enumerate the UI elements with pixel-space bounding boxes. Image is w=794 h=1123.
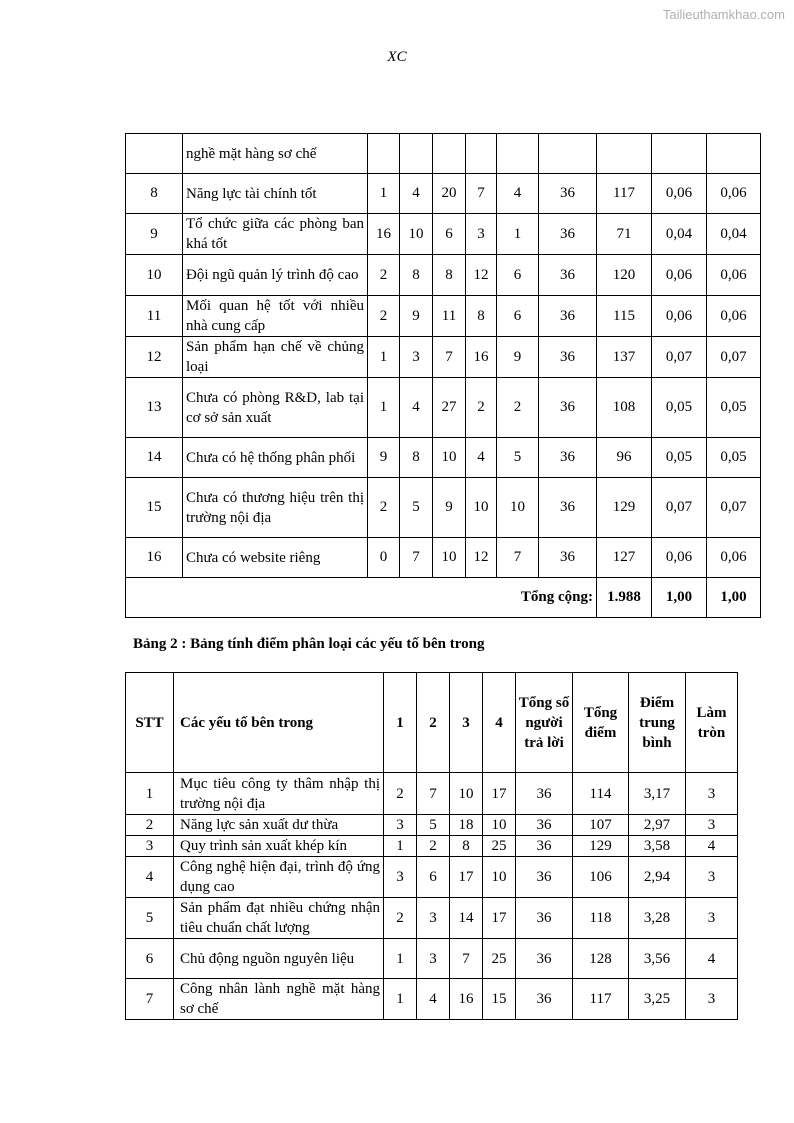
total-label: Tổng cộng: <box>126 578 597 618</box>
factor-cell: Sản phẩm hạn chế về chủng loại <box>183 337 368 378</box>
header-cell: Làm tròn <box>686 673 738 773</box>
value-cell: 2 <box>466 378 497 438</box>
value-cell: 36 <box>516 979 573 1020</box>
stt-cell: 8 <box>126 174 183 214</box>
value-cell: 8 <box>433 255 466 296</box>
stt-cell: 5 <box>126 898 174 939</box>
table-row <box>126 815 738 836</box>
header-cell: Các yếu tố bên trong <box>174 673 384 773</box>
value-cell: 10 <box>483 815 516 836</box>
value-cell: 0,06 <box>652 255 707 296</box>
value-cell: 0,05 <box>652 378 707 438</box>
value-cell: 10 <box>497 478 539 538</box>
value-cell: 1 <box>368 378 400 438</box>
value-cell: 3 <box>384 815 417 836</box>
value-cell <box>539 134 597 174</box>
table-row <box>126 836 738 857</box>
value-cell: 3 <box>400 337 433 378</box>
stt-cell: 16 <box>126 538 183 578</box>
stt-cell: 4 <box>126 857 174 898</box>
value-cell: 0 <box>368 538 400 578</box>
factor-cell: Công nhân lành nghề mặt hàng sơ chế <box>174 979 384 1020</box>
value-cell: 3,17 <box>629 773 686 815</box>
factor-cell: Mối quan hệ tốt với nhiều nhà cung cấp <box>183 296 368 337</box>
value-cell: 36 <box>539 478 597 538</box>
value-cell: 107 <box>573 815 629 836</box>
value-cell: 3,25 <box>629 979 686 1020</box>
value-cell: 0,06 <box>707 255 761 296</box>
stt-cell: 11 <box>126 296 183 337</box>
value-cell: 1 <box>384 979 417 1020</box>
value-cell: 128 <box>573 939 629 979</box>
value-cell: 10 <box>433 438 466 478</box>
value-cell: 7 <box>400 538 433 578</box>
table-row <box>126 939 738 979</box>
value-cell: 2 <box>368 255 400 296</box>
value-cell: 17 <box>450 857 483 898</box>
value-cell: 7 <box>417 773 450 815</box>
stt-cell: 7 <box>126 979 174 1020</box>
header-cell: Tổng điểm <box>573 673 629 773</box>
value-cell: 0,05 <box>707 378 761 438</box>
value-cell: 2 <box>368 478 400 538</box>
value-cell: 2 <box>417 836 450 857</box>
value-cell: 3,58 <box>629 836 686 857</box>
total-row <box>126 578 761 618</box>
value-cell: 0,05 <box>707 438 761 478</box>
header-cell: Điểm trung bình <box>629 673 686 773</box>
factor-cell: Chưa có website riêng <box>183 538 368 578</box>
value-cell: 1 <box>384 939 417 979</box>
table-row <box>126 337 761 378</box>
value-cell: 9 <box>400 296 433 337</box>
value-cell: 8 <box>450 836 483 857</box>
value-cell <box>466 134 497 174</box>
table-row <box>126 898 738 939</box>
factor-cell: Công nghệ hiện đại, trình độ ứng dụng cao <box>174 857 384 898</box>
value-cell <box>400 134 433 174</box>
table-row <box>126 857 738 898</box>
value-cell: 12 <box>466 538 497 578</box>
value-cell: 117 <box>597 174 652 214</box>
value-cell <box>368 134 400 174</box>
value-cell: 3 <box>384 857 417 898</box>
table-internal-factors <box>125 672 738 1020</box>
value-cell: 3 <box>686 898 738 939</box>
value-cell: 36 <box>539 337 597 378</box>
value-cell: 7 <box>433 337 466 378</box>
table-row <box>126 538 761 578</box>
table-external-factors-continued <box>125 133 761 618</box>
table-row <box>126 134 761 174</box>
value-cell: 2,94 <box>629 857 686 898</box>
value-cell: 36 <box>516 815 573 836</box>
value-cell: 17 <box>483 898 516 939</box>
value-cell: 25 <box>483 939 516 979</box>
value-cell: 36 <box>539 438 597 478</box>
value-cell: 10 <box>466 478 497 538</box>
stt-cell: 9 <box>126 214 183 255</box>
value-cell: 0,04 <box>707 214 761 255</box>
stt-cell: 3 <box>126 836 174 857</box>
value-cell: 20 <box>433 174 466 214</box>
value-cell: 3,56 <box>629 939 686 979</box>
value-cell: 5 <box>497 438 539 478</box>
value-cell <box>497 134 539 174</box>
factor-cell: Tổ chức giữa các phòng ban khá tốt <box>183 214 368 255</box>
value-cell: 0,07 <box>707 337 761 378</box>
value-cell: 18 <box>450 815 483 836</box>
factor-cell: Sản phẩm đạt nhiều chứng nhận tiêu chuẩn chất lượng <box>174 898 384 939</box>
value-cell: 0,07 <box>652 337 707 378</box>
factor-cell: Đội ngũ quản lý trình độ cao <box>183 255 368 296</box>
value-cell: 5 <box>400 478 433 538</box>
value-cell: 0,07 <box>652 478 707 538</box>
value-cell: 108 <box>597 378 652 438</box>
stt-cell: 12 <box>126 337 183 378</box>
value-cell: 17 <box>483 773 516 815</box>
value-cell: 0,06 <box>707 296 761 337</box>
table-row <box>126 438 761 478</box>
table-row <box>126 478 761 538</box>
value-cell <box>707 134 761 174</box>
value-cell <box>597 134 652 174</box>
value-cell <box>433 134 466 174</box>
value-cell: 36 <box>539 378 597 438</box>
value-cell: 2 <box>368 296 400 337</box>
value-cell: 4 <box>466 438 497 478</box>
value-cell: 2,97 <box>629 815 686 836</box>
table-row <box>126 979 738 1020</box>
value-cell: 7 <box>450 939 483 979</box>
value-cell: 15 <box>483 979 516 1020</box>
value-cell: 36 <box>539 214 597 255</box>
value-cell: 137 <box>597 337 652 378</box>
table-row <box>126 773 738 815</box>
value-cell: 0,06 <box>652 174 707 214</box>
factor-cell: Mục tiêu công ty thâm nhập thị trường nội địa <box>174 773 384 815</box>
watermark: Tailieuthamkhao.com <box>662 7 785 22</box>
value-cell: 16 <box>450 979 483 1020</box>
value-cell: 4 <box>400 174 433 214</box>
value-cell: 11 <box>433 296 466 337</box>
value-cell: 127 <box>597 538 652 578</box>
value-cell: 117 <box>573 979 629 1020</box>
value-cell: 7 <box>497 538 539 578</box>
value-cell: 71 <box>597 214 652 255</box>
value-cell: 6 <box>497 296 539 337</box>
factor-cell: Năng lực sản xuất dư thừa <box>174 815 384 836</box>
table-row <box>126 214 761 255</box>
stt-cell: 1 <box>126 773 174 815</box>
value-cell: 118 <box>573 898 629 939</box>
value-cell: 1 <box>384 836 417 857</box>
value-cell: 12 <box>466 255 497 296</box>
factor-cell: Chưa có thương hiệu trên thị trường nội địa <box>183 478 368 538</box>
stt-cell: 6 <box>126 939 174 979</box>
value-cell: 129 <box>573 836 629 857</box>
value-cell: 96 <box>597 438 652 478</box>
page-header: XC <box>387 49 407 65</box>
value-cell: 115 <box>597 296 652 337</box>
value-cell: 7 <box>466 174 497 214</box>
stt-cell: 10 <box>126 255 183 296</box>
value-cell: 27 <box>433 378 466 438</box>
value-cell: 6 <box>433 214 466 255</box>
value-cell: 4 <box>686 939 738 979</box>
header-cell: STT <box>126 673 174 773</box>
value-cell: 10 <box>450 773 483 815</box>
value-cell: 10 <box>483 857 516 898</box>
factor-cell: Quy trình sản xuất khép kín <box>174 836 384 857</box>
header-cell: 4 <box>483 673 516 773</box>
value-cell: 1 <box>497 214 539 255</box>
table-row <box>126 378 761 438</box>
value-cell: 0,06 <box>652 538 707 578</box>
value-cell: 36 <box>516 857 573 898</box>
factor-cell: Chưa có phòng R&D, lab tại cơ sở sản xuất <box>183 378 368 438</box>
stt-cell: 15 <box>126 478 183 538</box>
value-cell: 25 <box>483 836 516 857</box>
value-cell: 3 <box>466 214 497 255</box>
value-cell: 114 <box>573 773 629 815</box>
value-cell: 0,07 <box>707 478 761 538</box>
value-cell: 8 <box>400 255 433 296</box>
value-cell: 16 <box>368 214 400 255</box>
value-cell: 2 <box>384 898 417 939</box>
value-cell: 3,28 <box>629 898 686 939</box>
value-cell: 36 <box>539 296 597 337</box>
header-cell: 3 <box>450 673 483 773</box>
header-cell: 1 <box>384 673 417 773</box>
table2-header-row <box>126 673 738 773</box>
value-cell: 8 <box>400 438 433 478</box>
stt-cell: 2 <box>126 815 174 836</box>
value-cell: 36 <box>539 255 597 296</box>
value-cell: 36 <box>516 836 573 857</box>
value-cell: 8 <box>466 296 497 337</box>
table-row <box>126 255 761 296</box>
value-cell <box>652 134 707 174</box>
value-cell: 4 <box>497 174 539 214</box>
value-cell: 36 <box>516 898 573 939</box>
value-cell: 4 <box>417 979 450 1020</box>
value-cell: 120 <box>597 255 652 296</box>
value-cell: 10 <box>400 214 433 255</box>
factor-cell: nghề mặt hàng sơ chế <box>183 134 368 174</box>
total-value: 1,00 <box>707 578 761 618</box>
value-cell: 4 <box>686 836 738 857</box>
factor-cell: Chủ động nguồn nguyên liệu <box>174 939 384 979</box>
value-cell: 36 <box>516 773 573 815</box>
value-cell: 3 <box>686 857 738 898</box>
value-cell: 1 <box>368 337 400 378</box>
total-value: 1.988 <box>597 578 652 618</box>
value-cell: 3 <box>686 773 738 815</box>
value-cell: 6 <box>417 857 450 898</box>
value-cell: 129 <box>597 478 652 538</box>
stt-cell: 13 <box>126 378 183 438</box>
factor-cell: Chưa có hệ thống phân phối <box>183 438 368 478</box>
value-cell: 0,04 <box>652 214 707 255</box>
value-cell: 0,06 <box>652 296 707 337</box>
value-cell: 2 <box>497 378 539 438</box>
value-cell: 3 <box>417 939 450 979</box>
value-cell: 0,06 <box>707 174 761 214</box>
value-cell: 1 <box>368 174 400 214</box>
value-cell: 10 <box>433 538 466 578</box>
value-cell: 0,05 <box>652 438 707 478</box>
table2-caption: Bảng 2 : Bảng tính điểm phân loại các yếu tố bên trong <box>133 636 485 652</box>
table-row <box>126 174 761 214</box>
value-cell: 9 <box>433 478 466 538</box>
factor-cell: Năng lực tài chính tốt <box>183 174 368 214</box>
table-row <box>126 296 761 337</box>
stt-cell <box>126 134 183 174</box>
value-cell: 5 <box>417 815 450 836</box>
header-cell: Tổng số người trả lời <box>516 673 573 773</box>
value-cell: 9 <box>497 337 539 378</box>
value-cell: 36 <box>516 939 573 979</box>
value-cell: 16 <box>466 337 497 378</box>
header-cell: 2 <box>417 673 450 773</box>
value-cell: 3 <box>686 979 738 1020</box>
value-cell: 9 <box>368 438 400 478</box>
value-cell: 106 <box>573 857 629 898</box>
value-cell: 36 <box>539 538 597 578</box>
value-cell: 4 <box>400 378 433 438</box>
value-cell: 0,06 <box>707 538 761 578</box>
total-value: 1,00 <box>652 578 707 618</box>
value-cell: 3 <box>686 815 738 836</box>
value-cell: 6 <box>497 255 539 296</box>
value-cell: 36 <box>539 174 597 214</box>
value-cell: 14 <box>450 898 483 939</box>
value-cell: 3 <box>417 898 450 939</box>
value-cell: 2 <box>384 773 417 815</box>
stt-cell: 14 <box>126 438 183 478</box>
